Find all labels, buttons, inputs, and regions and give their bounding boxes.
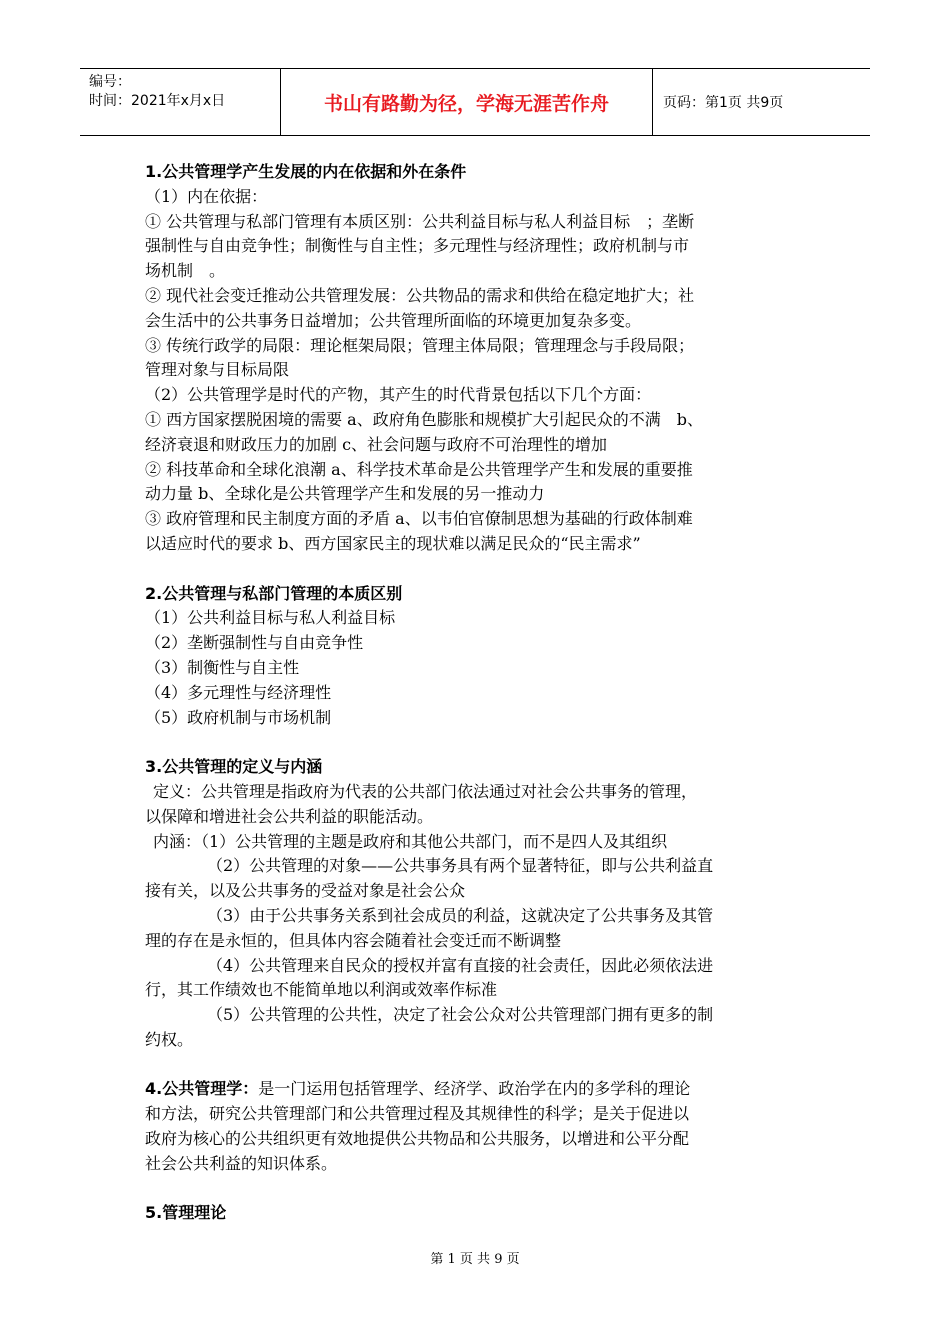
paragraph: ① 公共管理与私部门管理有本质区别：公共利益目标与私人利益目标 ；垄断 [145, 211, 695, 231]
paragraph: （2）公共管理学是时代的产物，其产生的时代背景包括以下几个方面： [145, 385, 652, 405]
paragraph: （2）公共管理的对象——公共事务具有两个显著特征，即与公共利益直 [207, 856, 714, 876]
paragraph: ③ 政府管理和民主制度方面的矛盾 a、以韦伯官僚制思想为基础的行政体制难 [145, 509, 693, 529]
paragraph: 约权。 [145, 1029, 194, 1049]
paragraph: 动力量 b、全球化是公共管理学产生和发展的另一推动力 [145, 484, 545, 504]
list-item: （4）多元理性与经济理性 [145, 682, 332, 702]
paragraph: 场机制 。 [145, 261, 226, 281]
list-item: （2）垄断强制性与自由竞争性 [145, 633, 364, 653]
section-4-paragraph [145, 1077, 810, 1102]
paragraph: ② 科技革命和全球化浪潮 a、科学技术革命是公共管理学产生和发展的重要推 [145, 459, 693, 479]
document-body [145, 160, 810, 1226]
paragraph: 以保障和增进社会公共利益的职能活动。 [145, 806, 434, 826]
paragraph: 经济衰退和财政压力的加剧 c、社会问题与政府不可治理性的增加 [145, 434, 608, 454]
header-info-cell [80, 69, 281, 135]
list-item: （1）公共利益目标与私人利益目标 [145, 608, 396, 628]
page-footer: 第 1 页 共 9 页 [430, 1252, 520, 1267]
paragraph: ① 西方国家摆脱困境的需要 a、政府角色膨胀和规模扩大引起民众的不满 b、 [145, 409, 703, 429]
paragraph: （3）由于公共事务关系到社会成员的利益，这就决定了公共事务及其管 [207, 905, 714, 925]
paragraph: （4）公共管理来自民众的授权并富有直接的社会责任，因此必须依法进 [207, 955, 714, 975]
paragraph: 强制性与自由竞争性；制衡性与自主性；多元理性与经济理性；政府机制与市 [145, 236, 690, 256]
paragraph-text: 是一门运用包括管理学、经济学、政治学在内的多学科的理论 [258, 1079, 691, 1099]
paragraph: （1）内在依据： [145, 186, 268, 206]
paragraph: 和方法，研究公共管理部门和公共管理过程及其规律性的科学；是关于促进以 [145, 1104, 690, 1124]
paragraph: 政府为核心的公共组织更有效地提供公共物品和公共服务，以增进和公平分配 [145, 1129, 690, 1149]
list-item: （5）政府机制与市场机制 [145, 707, 332, 727]
paragraph: 行，其工作绩效也不能简单地以利润或效率作标准 [145, 980, 498, 1000]
paragraph: 定义：公共管理是指政府为代表的公共部门依法通过对社会公共事务的管理， [153, 781, 698, 801]
header-motto: 书山有路勤为径，学海无涯苦作舟 [281, 69, 653, 135]
header-page-code: 页码：第1页 共9页 [663, 95, 784, 111]
paragraph: 以适应时代的要求 b、西方国家民主的现状难以满足民众的“民主需求” [145, 533, 641, 553]
paragraph: 接有关，以及公共事务的受益对象是社会公众 [145, 881, 466, 901]
section-5-title: 5.管理理论 [145, 1203, 227, 1223]
paragraph: 内涵：（1）公共管理的主题是政府和其他公共部门，而不是四人及其组织 [153, 831, 668, 851]
paragraph: ② 现代社会变迁推动公共管理发展：公共物品的需求和供给在稳定地扩大；社 [145, 285, 695, 305]
header-table [80, 68, 870, 136]
section-3-title: 3.公共管理的定义与内涵 [145, 757, 323, 777]
section-1-title: 1.公共管理学产生发展的内在依据和外在条件 [145, 162, 467, 181]
paragraph: 理的存在是永恒的，但具体内容会随着社会变迁而不断调整 [145, 930, 562, 950]
paragraph: 社会公共利益的知识体系。 [145, 1153, 338, 1173]
doc-time: 时间：2021年x月x日 [89, 93, 226, 109]
paragraph: 会生活中的公共事务日益增加；公共管理所面临的环境更加复杂多变。 [145, 310, 642, 330]
section-4-title: 4.公共管理学： [145, 1079, 259, 1099]
paragraph: 管理对象与目标局限 [145, 360, 290, 380]
paragraph: （5）公共管理的公共性，决定了社会公众对公共管理部门拥有更多的制 [207, 1005, 714, 1025]
paragraph: ③ 传统行政学的局限：理论框架局限；管理主体局限；管理理念与手段局限； [145, 335, 695, 355]
list-item: （3）制衡性与自主性 [145, 657, 300, 677]
section-2-title: 2.公共管理与私部门管理的本质区别 [145, 583, 403, 603]
doc-number: 编号： [89, 74, 131, 90]
